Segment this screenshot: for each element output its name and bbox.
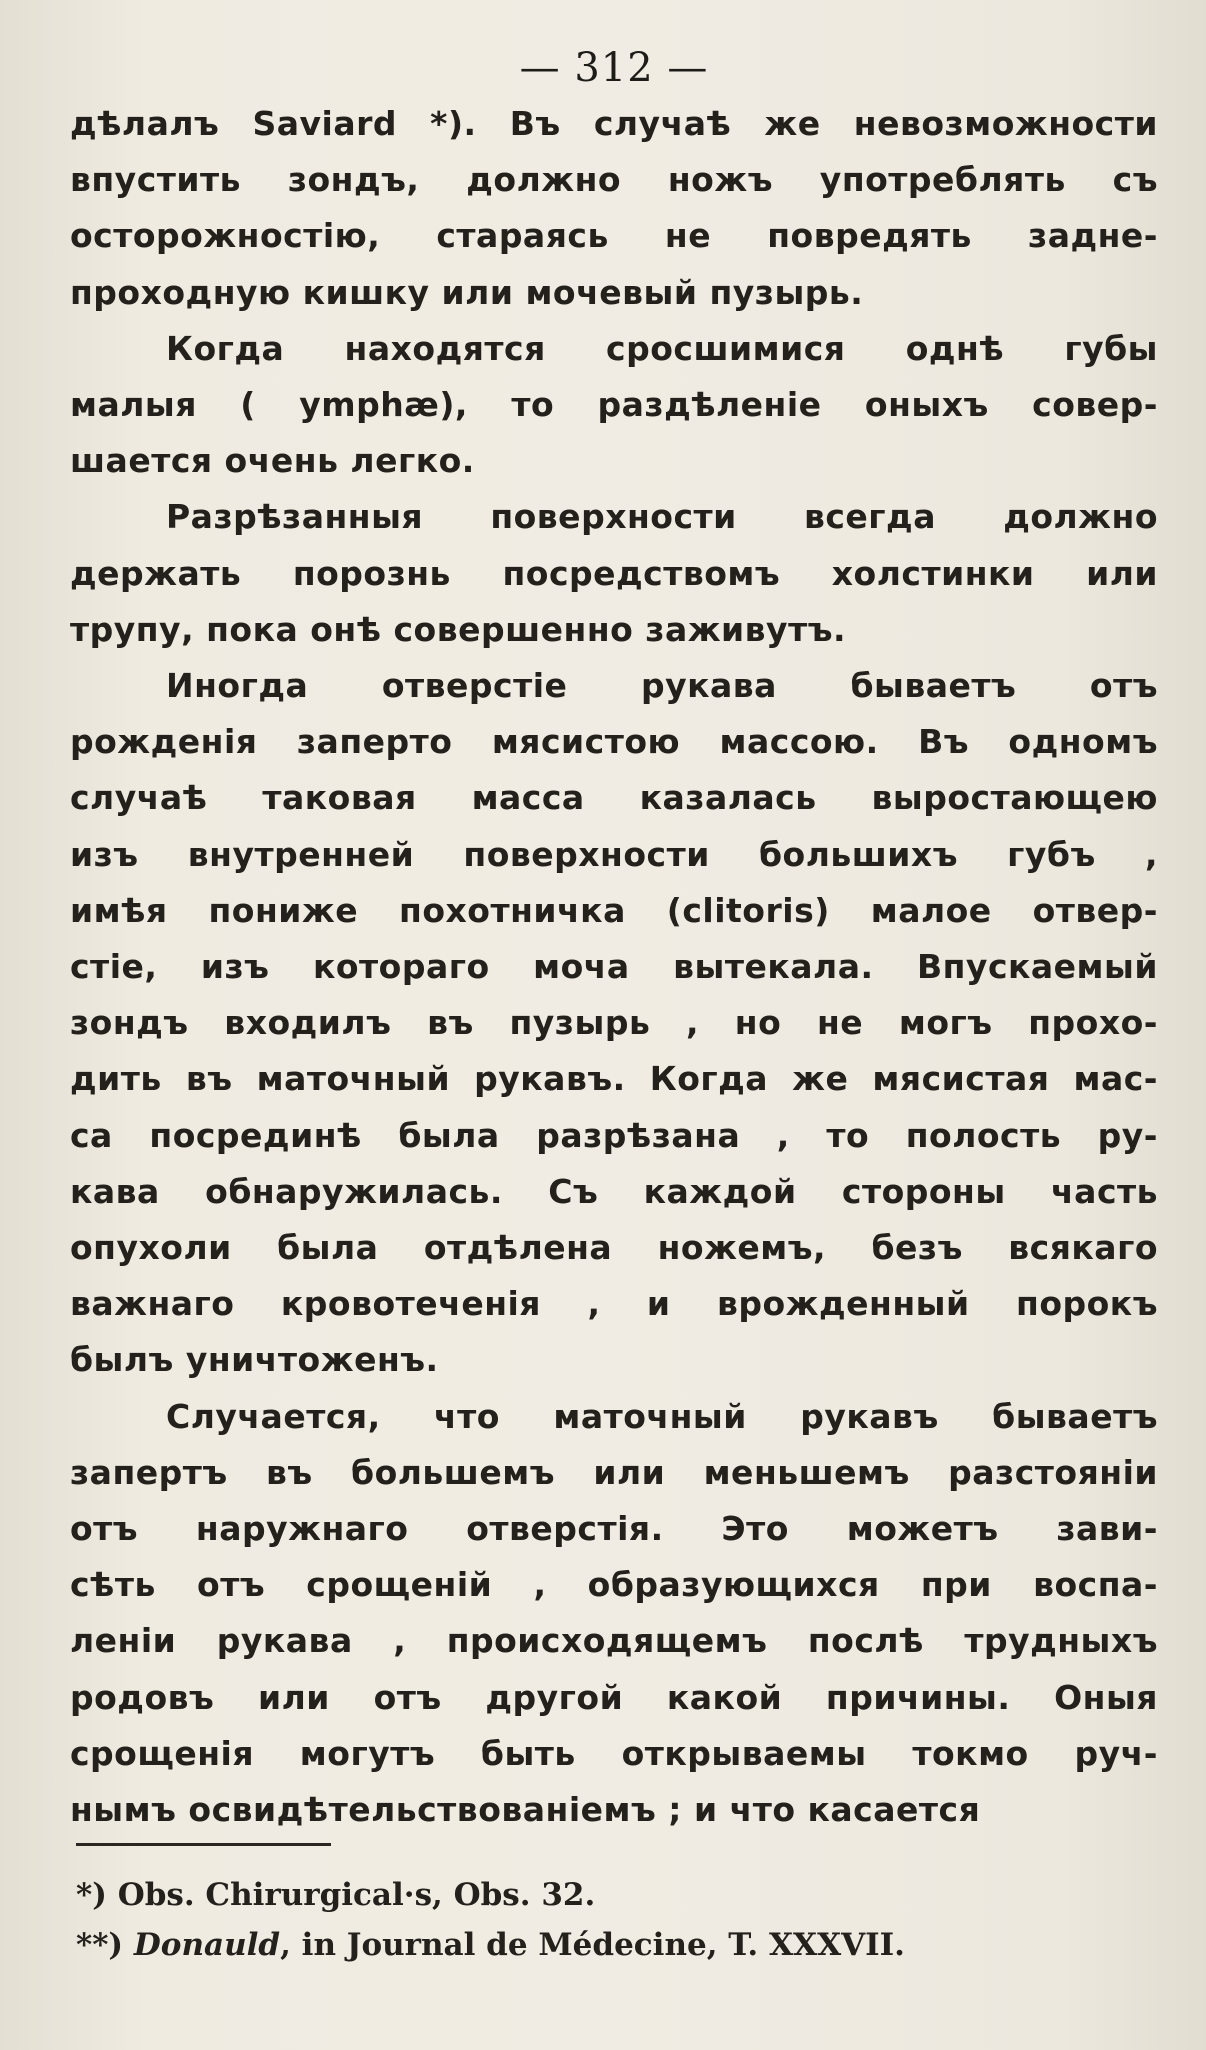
text-line: сѣть отъ срощеній , образующихся при воспа- — [70, 1565, 1158, 1605]
text-line: леніи рукава , происходящемъ послѣ трудныхъ — [70, 1621, 1158, 1661]
text-line: былъ уничтоженъ. — [70, 1340, 439, 1380]
footnote-text: , in Journal de Médecine, T. XXXVII. — [280, 1927, 905, 1963]
footnotes — [76, 1870, 1136, 1970]
paragraph — [70, 1389, 1158, 1839]
paragraph — [70, 96, 1158, 321]
text-line: трупу, пока онѣ совершенно заживутъ. — [70, 609, 847, 649]
text-line: срощенія могутъ быть открываемы токмо руч- — [70, 1733, 1158, 1773]
text-line: са посрединѣ была разрѣзана , то полость ру- — [70, 1115, 1158, 1155]
text-line: стіе, изъ котораго моча вытекала. Впускаемый — [70, 947, 1158, 987]
page-number: — 312 — — [519, 45, 709, 91]
footnote — [76, 1920, 1136, 1970]
text-line: впустить зондъ, должно ножъ употреблять съ — [70, 160, 1158, 200]
text-line: Иногда отверстіе рукава бываетъ отъ — [166, 666, 1158, 706]
footnote — [76, 1870, 1136, 1920]
text-line: рожденія заперто мясистою массою. Въ одномъ — [70, 722, 1158, 762]
text-line: Разрѣзанныя поверхности всегда должно — [166, 497, 1158, 537]
text-line: запертъ въ большемъ или меньшемъ разстояніи — [70, 1452, 1158, 1492]
footnote-author: Donauld — [133, 1927, 281, 1963]
footnote-marker: *) — [76, 1877, 107, 1913]
text-line: важнаго кровотеченія , и врожденный порокъ — [70, 1284, 1158, 1324]
text-line: Когда находятся сросшимися однѣ губы — [166, 328, 1158, 368]
text-line: осторожностію, стараясь не повредять задне- — [70, 216, 1158, 256]
text-line: случаѣ таковая масса казалась выростающею — [70, 778, 1158, 818]
text-line: дить въ маточный рукавъ. Когда же мясистая мас- — [70, 1059, 1158, 1099]
text-line: изъ внутренней поверхности большихъ губъ , — [70, 834, 1158, 874]
footnote-rule — [76, 1843, 331, 1846]
text-line: держать порознь посредствомъ холстинки или — [70, 553, 1158, 593]
text-line: малыя ( ymphæ), то раздѣленіе оныхъ совер- — [70, 385, 1158, 425]
paragraph — [70, 658, 1158, 1389]
paragraph — [70, 489, 1158, 658]
text-line: опухоли была отдѣлена ножемъ, безъ всякаго — [70, 1228, 1158, 1268]
text-line: отъ наружнаго отверстія. Это можетъ зави- — [70, 1509, 1158, 1549]
text-line: Случается, что маточный рукавъ бываетъ — [166, 1396, 1158, 1436]
body-text — [70, 96, 1158, 1838]
footnote-marker: **) — [76, 1927, 124, 1963]
text-line: имѣя пониже похотничка (clitoris) малое отвер- — [70, 890, 1158, 930]
text-line: родовъ или отъ другой какой причины. Оныя — [70, 1677, 1158, 1717]
text-line: кава обнаружилась. Съ каждой стороны часть — [70, 1171, 1158, 1211]
footnote-text: Obs. Chirurgical·s, Obs. 32. — [117, 1877, 596, 1913]
text-line: нымъ освидѣтельствованіемъ ; и что касается — [70, 1790, 981, 1830]
text-line: зондъ входилъ въ пузырь , но не могъ прохо- — [70, 1003, 1158, 1043]
text-line: дѣлалъ Saviard *). Въ случаѣ же невозможности — [70, 104, 1158, 143]
text-line: шается очень легко. — [70, 441, 475, 481]
text-line: проходную кишку или мочевый пузырь. — [70, 272, 864, 312]
paragraph — [70, 321, 1158, 490]
